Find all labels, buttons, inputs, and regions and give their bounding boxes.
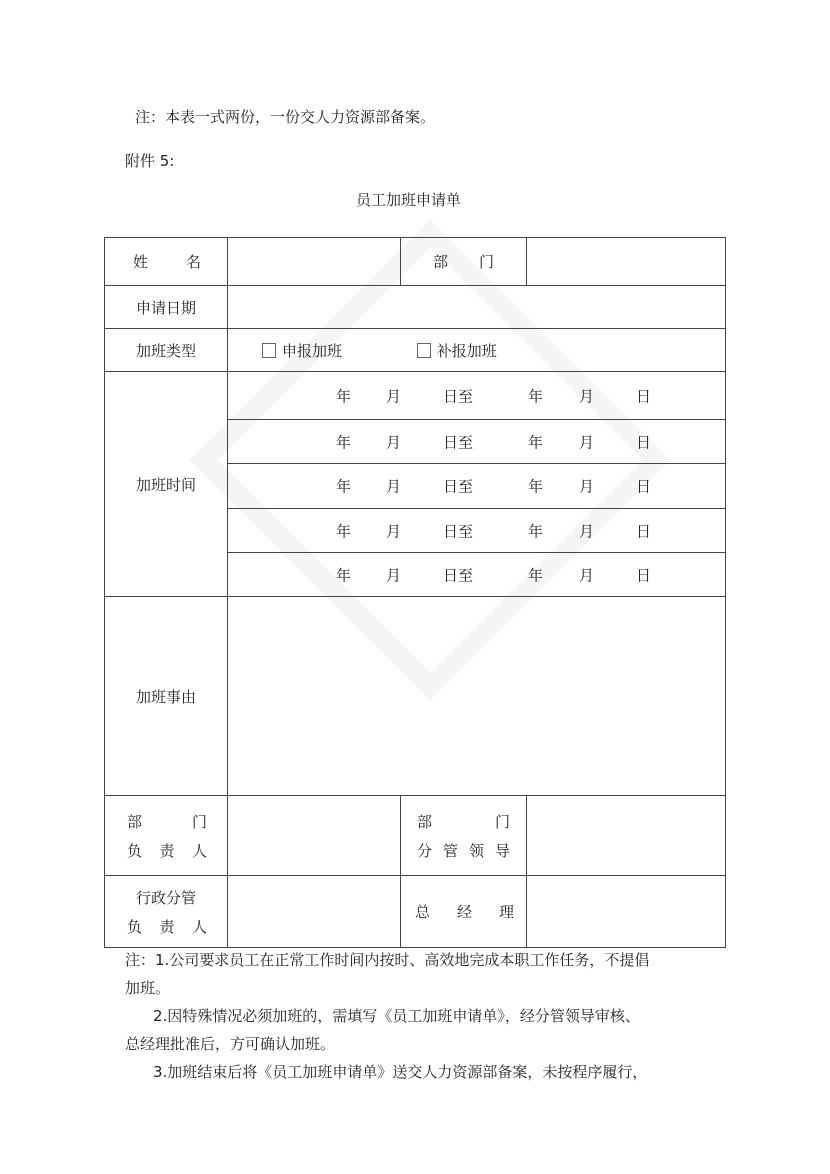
label-char: 责 — [159, 841, 175, 860]
gm-field[interactable] — [527, 876, 726, 948]
note-line-1: 注：1.公司要求员工在正常工作时间内按时、高效地完成本职工作任务，不提倡 — [125, 951, 650, 969]
label-char: 导 — [494, 841, 510, 860]
label-char: 门 — [478, 253, 494, 271]
time-unit-label: 年 — [528, 522, 544, 540]
note-line-2: 加班。 — [125, 979, 171, 997]
time-unit-label: 年 — [336, 566, 352, 584]
dept-head-label — [105, 796, 228, 876]
name-field[interactable] — [228, 238, 401, 286]
time-unit-label: 月 — [386, 477, 402, 496]
time-label: 加班时间 — [105, 372, 228, 597]
label-char: 部 — [417, 812, 433, 831]
time-unit-label: 月 — [579, 566, 595, 584]
label-char: 名 — [185, 253, 201, 271]
label-char: 理 — [498, 903, 514, 921]
label-char: 门 — [191, 812, 207, 831]
dept-label — [401, 238, 527, 286]
option-label: 申报加班 — [282, 341, 343, 360]
dept-leader-label — [401, 796, 527, 876]
time-unit-label: 年 — [528, 433, 544, 451]
time-unit-label: 日至 — [443, 433, 474, 451]
time-row-fields — [228, 420, 725, 463]
time-unit-label: 月 — [386, 522, 402, 540]
time-unit-label: 年 — [336, 433, 352, 451]
dept-field[interactable] — [527, 238, 726, 286]
label-char: 分 — [417, 841, 433, 860]
time-row-fields — [228, 464, 725, 508]
label-char: 部 — [433, 253, 449, 271]
time-unit-label: 日至 — [443, 387, 474, 405]
note-line-5: 3.加班结束后将《员工加班申请单》送交人力资源部备案，未按程序履行， — [153, 1063, 648, 1081]
attachment-label: 附件 5: — [125, 152, 175, 170]
time-unit-label: 年 — [528, 566, 544, 584]
type-options — [228, 329, 726, 372]
label-char: 人 — [191, 841, 207, 860]
label-char: 姓 — [133, 253, 149, 271]
time-row-fields — [228, 509, 725, 552]
label-char: 负 — [127, 917, 143, 936]
time-unit-label: 年 — [336, 387, 352, 405]
time-unit-label: 年 — [336, 477, 352, 496]
label-char: 部 — [127, 812, 143, 831]
checkbox[interactable] — [262, 343, 276, 358]
time-row[interactable] — [228, 553, 726, 597]
top-note: 注：本表一式两份，一份交人力资源部备案。 — [135, 108, 436, 126]
form-title: 员工加班申请单 — [356, 191, 462, 209]
time-unit-label: 月 — [579, 433, 595, 451]
gm-label — [401, 876, 527, 948]
date-label: 申请日期 — [105, 286, 228, 329]
time-unit-label: 日 — [636, 566, 652, 584]
time-unit-label: 年 — [336, 522, 352, 540]
label-char: 经 — [456, 903, 472, 921]
time-unit-label: 日 — [636, 522, 652, 540]
dept-leader-field[interactable] — [527, 796, 726, 876]
time-unit-label: 月 — [386, 387, 402, 405]
time-unit-label: 月 — [579, 522, 595, 540]
label-char: 责 — [159, 917, 175, 936]
time-unit-label: 月 — [386, 433, 402, 451]
time-row-fields — [228, 372, 725, 419]
label-char: 管 — [442, 841, 458, 860]
note-line-3: 2.因特殊情况必须加班的，需填写《员工加班申请单》，经分管领导审核、 — [153, 1007, 640, 1025]
admin-head-label — [105, 876, 228, 948]
name-label — [105, 238, 228, 286]
option-label: 补报加班 — [436, 341, 497, 360]
time-unit-label: 日 — [636, 387, 652, 405]
reason-field[interactable] — [228, 597, 726, 796]
admin-head-field[interactable] — [228, 876, 401, 948]
type-label: 加班类型 — [105, 329, 228, 372]
time-unit-label: 日 — [636, 477, 652, 496]
time-unit-label: 日至 — [443, 522, 474, 540]
time-unit-label: 年 — [528, 477, 544, 496]
time-row[interactable] — [228, 420, 726, 464]
reason-label: 加班事由 — [105, 597, 228, 796]
time-row[interactable] — [228, 509, 726, 553]
overtime-form-table — [104, 237, 726, 948]
option-supplement[interactable] — [417, 342, 497, 360]
time-unit-label: 日 — [636, 433, 652, 451]
time-row[interactable] — [228, 464, 726, 509]
label-char: 门 — [494, 812, 510, 831]
time-unit-label: 月 — [579, 477, 595, 496]
label-char: 领 — [468, 841, 484, 860]
time-unit-label: 日至 — [443, 477, 474, 496]
label-char: 人 — [191, 917, 207, 936]
note-line-4: 总经理批准后，方可确认加班。 — [125, 1035, 336, 1053]
time-row-fields — [228, 553, 725, 596]
option-declare[interactable] — [262, 342, 342, 360]
time-unit-label: 年 — [528, 387, 544, 405]
label-char: 负 — [127, 841, 143, 860]
time-unit-label: 日至 — [443, 566, 474, 584]
dept-head-field[interactable] — [228, 796, 401, 876]
time-row[interactable] — [228, 372, 726, 420]
checkbox[interactable] — [417, 343, 431, 358]
label-line: 行政分管 — [135, 888, 196, 907]
time-unit-label: 月 — [386, 566, 402, 584]
date-field[interactable] — [228, 286, 726, 329]
label-char: 总 — [415, 903, 431, 921]
time-unit-label: 月 — [579, 387, 595, 405]
